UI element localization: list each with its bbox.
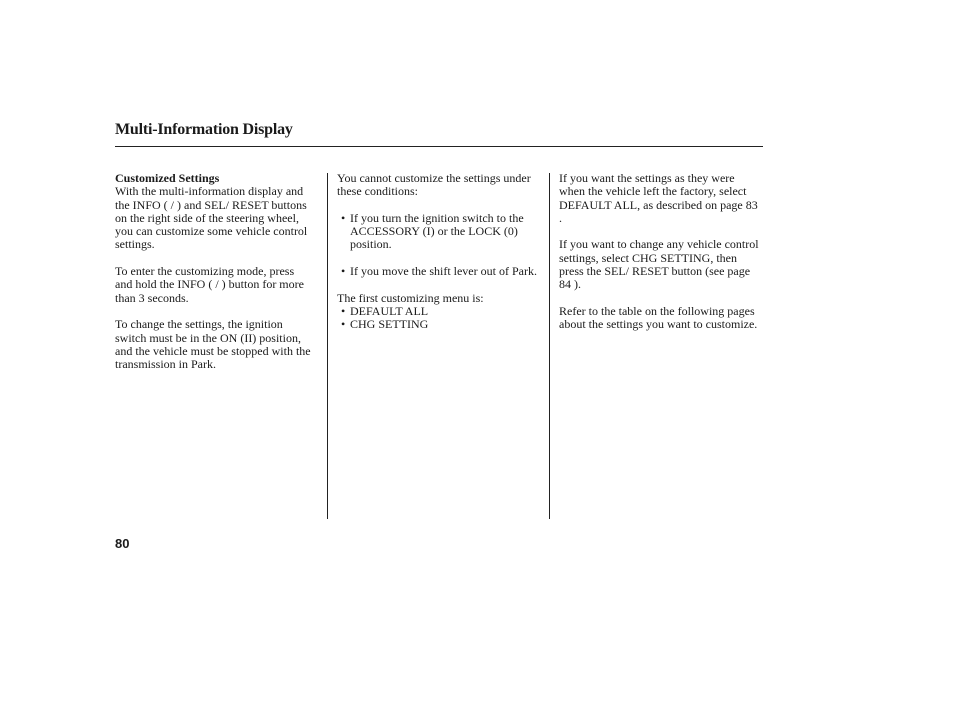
list-item-text: If you move the shift lever out of Park. <box>350 264 537 279</box>
column-divider <box>327 173 328 519</box>
menu-intro: The first customizing menu is: <box>337 290 484 305</box>
list-item <box>337 265 541 278</box>
paragraph: You cannot customize the settings under these conditions: <box>337 171 531 199</box>
column-1 <box>115 172 313 385</box>
menu-item-default-all <box>337 305 541 318</box>
page-number: 80 <box>115 536 130 551</box>
paragraph: To enter the customizing mode, press and hold the INFO ( / ) button for more than 3 seconds. <box>115 264 304 305</box>
column-divider <box>549 173 550 519</box>
page-title: Multi-Information Display <box>115 121 293 138</box>
paragraph: Refer to the table on the following pages about the settings you want to customize. <box>559 303 758 332</box>
menu-item-chg-setting <box>337 318 541 331</box>
menu-list <box>337 305 541 332</box>
menu-item-label: DEFAULT ALL <box>350 303 429 318</box>
list-item-text: If you turn the ignition switch to the ACCESSORY (I) or the LOCK (0) position. <box>350 210 524 252</box>
paragraph: If you want to change any vehicle control settings, select CHG SETTING, then press the SEL/ RESET button (see page 84 ). <box>559 237 759 292</box>
bullet-icon: • <box>341 317 346 332</box>
paragraph: If you want the settings as they were when the vehicle left the factory, select DEFAULT ALL, as described on page 83 . <box>559 171 758 225</box>
list-item <box>337 212 541 252</box>
bullet-icon: • <box>341 303 346 318</box>
menu-item-label: CHG SETTING <box>350 317 429 332</box>
paragraph: With the multi-information display and the INFO ( / ) and SEL/ RESET buttons on the right side of the steering wheel, you can customize some vehicle control settings. <box>115 184 308 252</box>
title-divider <box>115 146 763 147</box>
section-heading: Customized Settings <box>115 171 220 185</box>
bullet-icon: • <box>341 210 346 225</box>
column-3 <box>559 172 763 345</box>
paragraph: To change the settings, the ignition switch must be in the ON (II) position, and the vehicle must be stopped with the transmission in Park. <box>115 317 311 372</box>
bullet-icon: • <box>341 264 346 279</box>
column-2 <box>337 172 541 332</box>
